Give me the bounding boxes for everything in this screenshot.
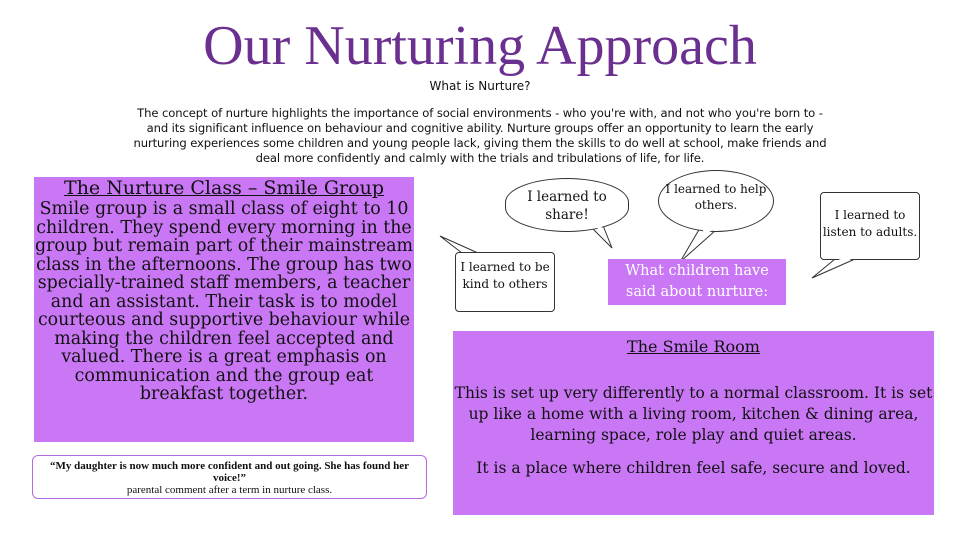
help-bubble-tail	[680, 228, 716, 262]
intro-paragraph: The concept of nurture highlights the importance of social environments - who you're with, and not who you're born to - and its significant influence on behaviour and cognitive ability. Nurture groups offer an opportunity to learn the early nurturing experiences some children and young people lack, giving them the skills to do well at school, make friends and deal more confidently and calmly with the trials and tribulations of life, for life.	[133, 106, 827, 165]
section-subtitle: What is Nurture?	[429, 79, 531, 93]
listen-speech-bubble: I learned to listen to adults.	[820, 192, 920, 260]
nurture-class-heading: The Nurture Class – Smile Group	[64, 177, 384, 199]
smile-room-panel	[453, 331, 934, 515]
smile-room-description: This is set up very differently to a normal classroom. It is set up like a home with a living room, kitchen & dining area, learning space, role play and quiet areas.	[454, 384, 933, 444]
parent-quote-text: “My daughter is now much more confident and out going. She has found her voice!”	[50, 460, 409, 484]
listen-bubble-tail	[812, 259, 855, 278]
children-said-callout: What children have said about nurture:	[608, 259, 786, 305]
smile-room-heading: The Smile Room	[627, 337, 760, 356]
kind-bubble-tail	[440, 236, 478, 253]
parent-quote-attribution: parental comment after a term in nurture class.	[126, 484, 333, 496]
smile-room-feeling: It is a place where children feel safe, secure and loved.	[476, 459, 911, 477]
kind-speech-bubble: I learned to be kind to others	[455, 252, 555, 312]
share-speech-bubble: I learned to share!	[505, 178, 629, 232]
nurture-class-body: Smile group is a small class of eight to 10 children. They spend every morning in the group but remain part of their mainstream class in the afternoons. The group has two specially-trained staff members, a teacher and an assistant. Their task is to model courteous and supportive behaviour while making the children feel accepted and valued. There is a great emphasis on communication and the group eat breakfast together.	[34, 199, 414, 404]
page-title: Our Nurturing Approach	[203, 15, 757, 77]
help-speech-bubble: I learned to help others.	[658, 170, 774, 232]
